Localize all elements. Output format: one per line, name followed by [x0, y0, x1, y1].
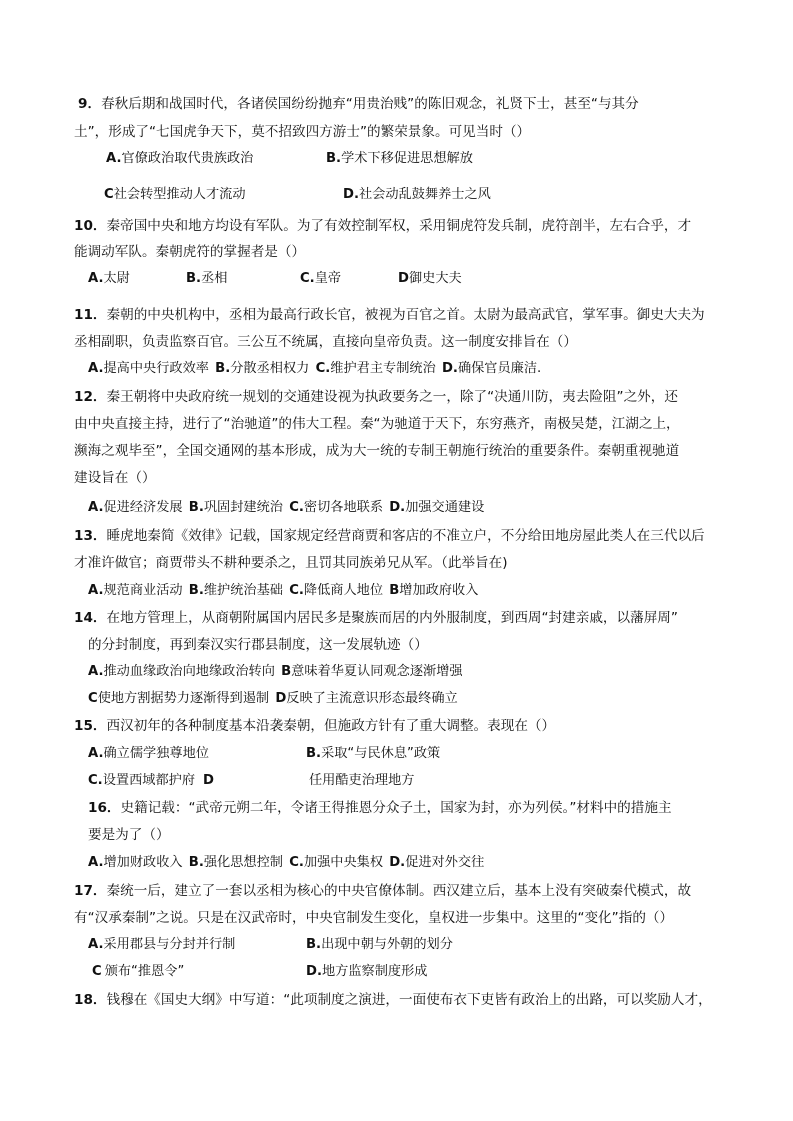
question-14-option-a[interactable]: A.推动血缘政治向地缘政治转向 [88, 664, 275, 679]
question-11-stem-line-1: 11．秦朝的中央机构中，丞相为最高行政长官，被视为百官之首。太尉为最高武官，掌军事。御史大夫为 [74, 307, 705, 323]
question-17-option-c[interactable]: C 颁布“推恩令” [92, 964, 185, 979]
question-15-option-d[interactable]: D 任用酷吏治理地方 [203, 773, 415, 788]
question-number: 16． [88, 800, 121, 816]
question-15-option-c[interactable]: C.设置西域都护府 [88, 773, 196, 788]
question-16-option-d[interactable]: D.促进对外交往 [389, 855, 485, 870]
question-17-option-a[interactable]: A.采用郡县与分封并行制 [88, 937, 236, 952]
question-12-stem-line-2: 由中央直接主持，进行了“治驰道”的伟大工程。秦“为驰道于天下，东穷燕齐，南极吴楚，江湖之上， [74, 416, 680, 432]
question-12-option-a[interactable]: A.促进经济发展 [88, 500, 183, 515]
question-17-option-d[interactable]: D.地方监察制度形成 [306, 964, 428, 979]
question-18-stem-line-1: 18．钱穆在《国史大纲》中写道：“此项制度之演进，一面使布衣下吏皆有政治上的出路，可以奖励人才， [74, 992, 712, 1008]
question-16-option-c[interactable]: C.加强中央集权 [289, 855, 384, 870]
question-number: 9． [78, 96, 102, 112]
question-10-option-a[interactable]: A.太尉 [88, 271, 130, 286]
question-16-option-a[interactable]: A.增加财政收入 [88, 855, 183, 870]
question-13-option-a[interactable]: A.规范商业活动 [88, 583, 183, 598]
question-15-option-b[interactable]: B.采取“与民休息”政策 [306, 746, 441, 761]
question-12-stem-line-1: 12．秦王朝将中央政府统一规划的交通建设视为执政要务之一，除了“决通川防，夷去险阻”之外，还 [74, 389, 678, 405]
question-12-option-b[interactable]: B.巩固封建统治 [188, 500, 283, 515]
question-16-stem-line-1: 16．史籍记载：“武帝元朔二年，令诸王得推恩分众子土，国家为封，亦为列侯。”材料中的措施主 [88, 800, 672, 816]
question-17-stem-line-2: 有“汉承秦制”之说。只是在汉武帝时，中央官制发生变化，皇权进一步集中。这里的“变化”指的（） [74, 910, 674, 926]
question-17-stem-line-1: 17．秦统一后，建立了一套以丞相为核心的中央官僚体制。西汉建立后，基本上没有突破秦代模式，故 [74, 883, 692, 899]
question-10-stem-line-1: 10．秦帝国中央和地方均设有军队。为了有效控制军权，采用铜虎符发兵制，虎符剖半，左右合乎，才 [74, 218, 692, 234]
question-13-options [88, 581, 478, 601]
question-number: 10． [74, 218, 107, 234]
question-16-options [88, 853, 484, 873]
question-9-option-d[interactable]: D.社会动乱鼓舞养士之风 [343, 187, 491, 202]
question-number: 12． [74, 389, 107, 405]
question-10-option-c[interactable]: C.皇帝 [300, 271, 342, 286]
question-12-option-d[interactable]: D.加强交通建设 [389, 500, 485, 515]
question-14-options-row-2 [88, 689, 458, 709]
question-13-option-c[interactable]: C.降低商人地位 [289, 583, 384, 598]
question-13-stem-line-1: 13．睡虎地秦简《效律》记载，国家规定经营商贾和客店的不准立户，不分给田地房屋此类人在三代以后 [74, 528, 705, 544]
question-11-options [88, 359, 541, 379]
question-14-options-row-1 [88, 662, 463, 682]
question-12-stem-line-4: 建设旨在（） [74, 470, 156, 486]
question-13-option-b[interactable]: B.维护统治基础 [188, 583, 283, 598]
question-9-option-b[interactable]: B.学术下移促进思想解放 [326, 151, 473, 166]
question-number: 18． [74, 992, 107, 1008]
question-12-option-c[interactable]: C.密切各地联系 [289, 500, 384, 515]
question-17-option-b[interactable]: B.出现中朝与外朝的划分 [306, 937, 453, 952]
question-number: 14． [74, 610, 107, 626]
question-number: 11． [74, 307, 107, 323]
question-14-option-d[interactable]: D反映了主流意识形态最终确立 [275, 691, 458, 706]
question-9-option-c[interactable]: C社会转型推动人才流动 [104, 187, 246, 202]
question-12-stem-line-3: 濒海之观毕至”，全国交通网的基本形成，成为大一统的专制王朝施行统治的重要条件。秦朝重视驰道 [74, 443, 680, 459]
question-9-stem-line-1: 9．春秋后期和战国时代，各诸侯国纷纷抛弃“用贵治贱”的陈旧观念，礼贤下士，甚至“与其分 [78, 96, 639, 112]
question-15-option-a[interactable]: A.确立儒学独尊地位 [88, 746, 209, 761]
question-16-option-b[interactable]: B.强化思想控制 [188, 855, 283, 870]
question-9-option-a[interactable]: A.官僚政治取代贵族政治 [106, 151, 254, 166]
question-12-options [88, 498, 484, 518]
question-16-stem-line-2: 要是为了（） [88, 827, 170, 843]
question-14-stem-line-2: 的分封制度，再到秦汉实行郡县制度，这一发展轨迹（） [88, 637, 428, 653]
question-10-option-d[interactable]: D御史大夫 [398, 271, 462, 286]
question-11-option-c[interactable]: C.维护君主专制统治 [315, 361, 436, 376]
question-9-stem-line-2: 土”，形成了“七国虎争天下，莫不招致四方游士”的繁荣景象。可见当时（） [74, 124, 531, 140]
question-11-option-b[interactable]: B.分散丞相权力 [215, 361, 310, 376]
question-10-stem-line-2: 能调动军队。秦朝虎符的掌握者是（） [74, 244, 306, 260]
question-14-stem-line-1: 14．在地方管理上，从商朝附属国内居民多是聚族而居的内外服制度，到西周“封建亲戚，以藩屏周” [74, 610, 678, 626]
question-11-option-a[interactable]: A.提高中央行政效率 [88, 361, 209, 376]
question-11-option-d[interactable]: D.确保官员廉洁. [441, 361, 542, 376]
question-15-stem-line-1: 15．西汉初年的各种制度基本沿袭秦朝，但施政方针有了重大调整。表现在（） [74, 718, 556, 734]
question-number: 17． [74, 883, 107, 899]
question-11-stem-line-2: 丞相副职，负责监察百官。三公互不统属，直接向皇帝负责。这一制度安排旨在（） [74, 334, 577, 350]
question-14-option-c[interactable]: C使地方割据势力逐渐得到遏制 [88, 691, 270, 706]
question-number: 13． [74, 528, 107, 544]
question-13-option-d[interactable]: B增加政府收入 [389, 583, 479, 598]
question-14-option-b[interactable]: B意味着华夏认同观念逐渐增强 [281, 664, 463, 679]
question-13-stem-line-2: 才准许做官；商贾带头不耕种要杀之，且罚其同族弟兄从军。（此举旨在) [74, 555, 508, 571]
question-number: 15． [74, 718, 107, 734]
question-10-option-b[interactable]: B.丞相 [186, 271, 228, 286]
